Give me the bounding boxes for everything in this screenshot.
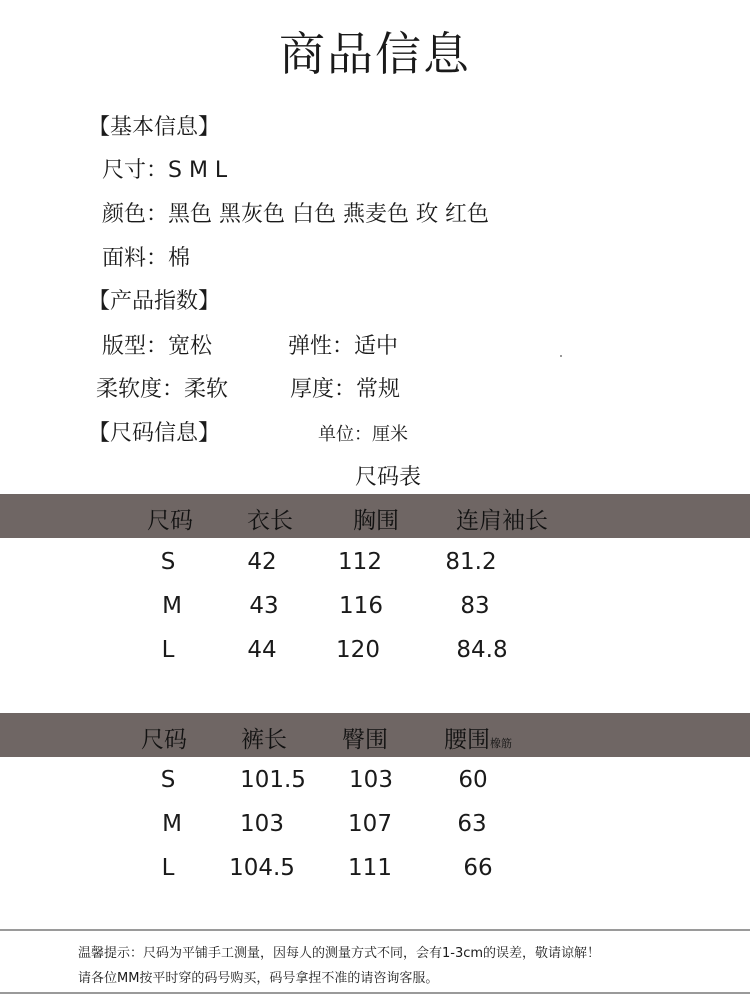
size-line: 尺寸：S M L bbox=[102, 158, 228, 183]
page-title: 商品信息 bbox=[279, 27, 471, 81]
header-pants-length: 裤长 bbox=[241, 727, 287, 753]
fabric-line: 面料：棉 bbox=[102, 246, 191, 271]
footer-tip-line: 温馨提示：尺码为平铺手工测量，因每人的测量方式不同，会有1-3cm的误差，敬请谅解！ bbox=[78, 946, 601, 961]
header-chest: 胸围 bbox=[353, 508, 399, 534]
cell-size: L bbox=[161, 855, 175, 881]
waist-elastic-note: 橡筋 bbox=[490, 737, 512, 750]
cell-hip: 111 bbox=[348, 855, 392, 881]
header-waist-label: 腰围 bbox=[444, 727, 490, 753]
cell-length: 43 bbox=[249, 593, 279, 619]
header-hip: 臀围 bbox=[342, 727, 388, 753]
header-waist bbox=[444, 721, 512, 754]
header-length: 衣长 bbox=[247, 508, 293, 534]
cell-chest: 112 bbox=[338, 549, 382, 575]
cell-pants-length: 104.5 bbox=[229, 855, 295, 881]
cell-length: 44 bbox=[247, 637, 277, 663]
cell-pants-length: 101.5 bbox=[240, 767, 306, 793]
cell-sleeve: 83 bbox=[460, 593, 490, 619]
cell-size: L bbox=[161, 637, 175, 663]
color-line: 颜色：黑色 黑灰色 白色 燕麦色 玫 红色 bbox=[102, 202, 489, 227]
cell-size: M bbox=[162, 593, 182, 619]
size-table-caption: 尺码表 bbox=[354, 465, 421, 490]
thickness-line: 厚度：常规 bbox=[290, 377, 401, 402]
bottom-table-header bbox=[0, 713, 750, 757]
footer-divider-top bbox=[0, 929, 750, 931]
cell-sleeve: 84.8 bbox=[456, 637, 508, 663]
cell-waist: 60 bbox=[458, 767, 488, 793]
product-index-heading: 【产品指数】 bbox=[88, 289, 221, 314]
cell-length: 42 bbox=[247, 549, 277, 575]
footer-divider-bottom bbox=[0, 992, 750, 994]
top-table-header bbox=[0, 494, 750, 538]
cell-size: S bbox=[160, 549, 176, 575]
cell-waist: 63 bbox=[457, 811, 487, 837]
cell-size: S bbox=[160, 767, 176, 793]
size-info-heading: 【尺码信息】 bbox=[88, 421, 221, 446]
cell-waist: 66 bbox=[463, 855, 493, 881]
cell-size: M bbox=[162, 811, 182, 837]
softness-line: 柔软度：柔软 bbox=[96, 377, 229, 402]
cell-pants-length: 103 bbox=[240, 811, 284, 837]
cell-chest: 120 bbox=[336, 637, 380, 663]
fit-line: 版型：宽松 bbox=[102, 334, 213, 359]
footer-purchase-line: 请各位MM按平时穿的码号购买，码号拿捏不准的请咨询客服。 bbox=[78, 971, 439, 986]
basic-info-heading: 【基本信息】 bbox=[88, 115, 221, 140]
cell-hip: 107 bbox=[348, 811, 392, 837]
header-size: 尺码 bbox=[147, 508, 193, 534]
cell-hip: 103 bbox=[349, 767, 393, 793]
elasticity-line: 弹性：适中 bbox=[288, 334, 399, 359]
unit-label: 单位：厘米 bbox=[318, 424, 408, 445]
cell-sleeve: 81.2 bbox=[445, 549, 497, 575]
header-size: 尺码 bbox=[141, 727, 187, 753]
stray-dot bbox=[560, 355, 562, 357]
cell-chest: 116 bbox=[339, 593, 383, 619]
header-sleeve: 连肩袖长 bbox=[456, 508, 548, 534]
